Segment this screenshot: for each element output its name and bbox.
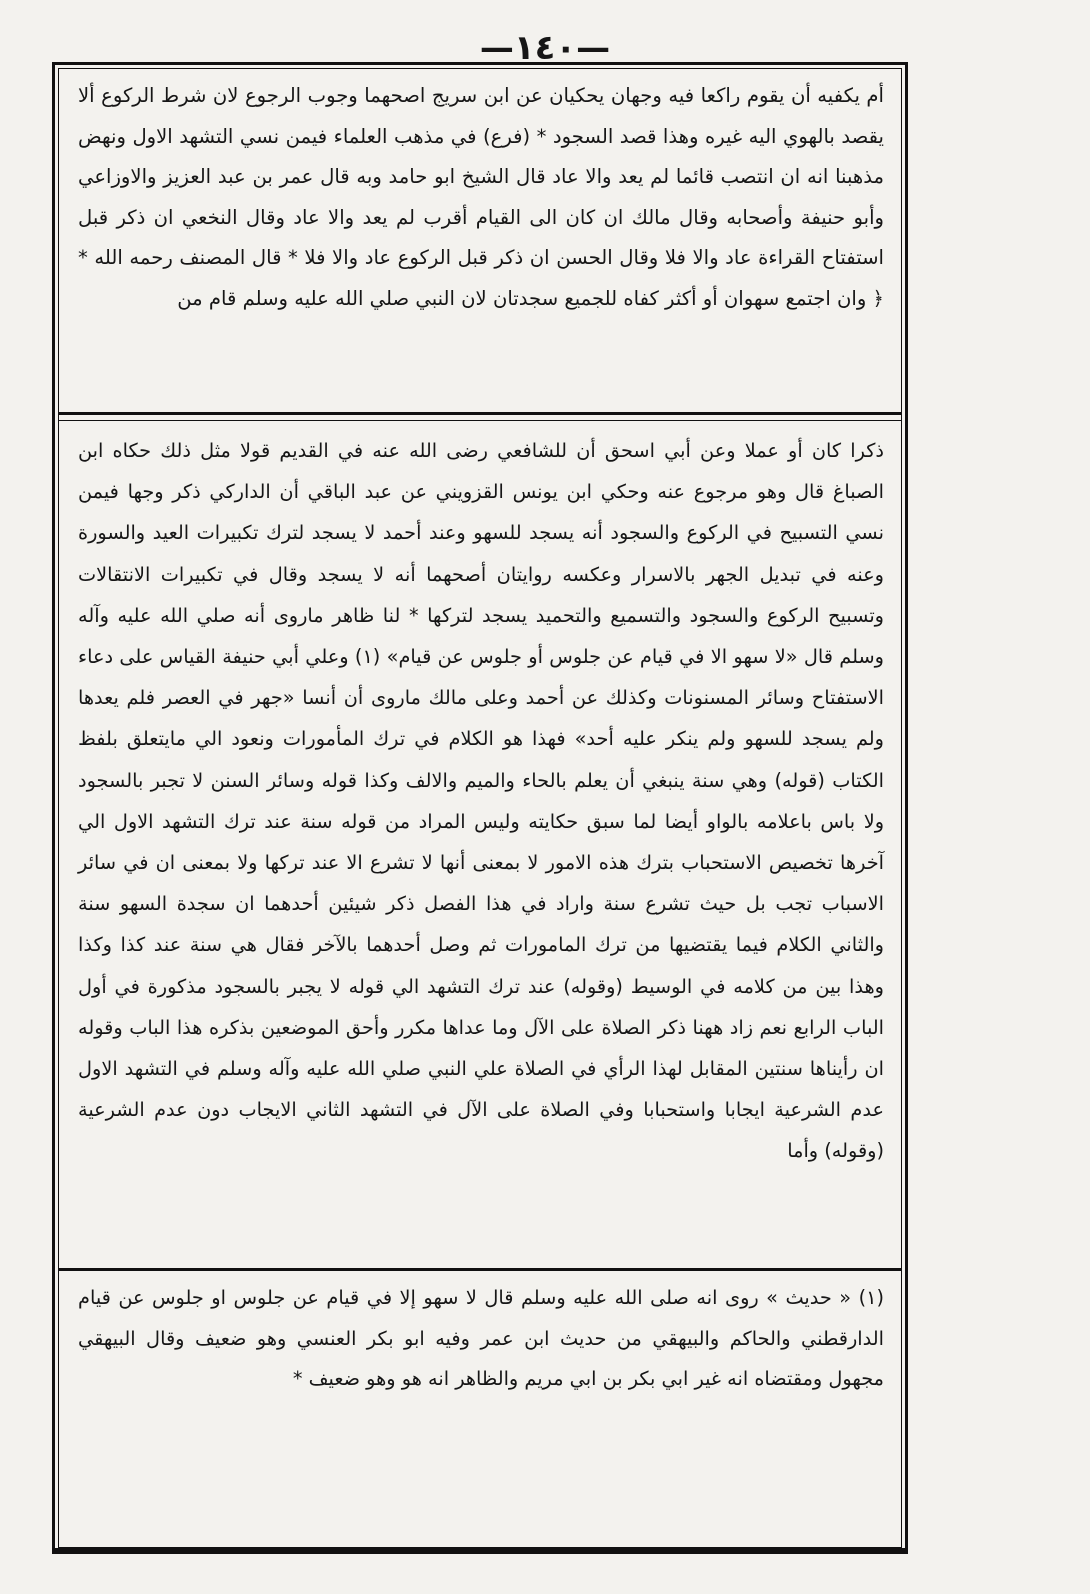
top-text-block (78, 76, 884, 319)
footnote-block (78, 1278, 884, 1400)
footnote-text: (١) « حديث » روى انه صلى الله عليه وسلم قال لا سهو إلا في قيام عن جلوس او جلوس عن قيام الدارقطني والحاكم والبيهقي من حديث ابن عمر وفيه ابو بكر العنسي وهو ضعيف وقال البيهقي مجهول ومقتضاه انه غير ابي بكر بن ابي مريم والظاهر انه هو وهو ضعيف * (78, 1286, 884, 1390)
footnote-divider (58, 1268, 902, 1271)
page-number: —١٤٠— (479, 28, 611, 68)
section-divider-top (58, 412, 902, 415)
top-text: أم يكفيه أن يقوم راكعا فيه وجهان يحكيان عن ابن سريج اصحهما وجوب الرجوع لان شرط الركوع ألا يقصد بالهوي اليه غيره وهذا قصد السجود * (فرع) في مذهب العلماء فيمن نسي التشهد الاول ونهض مذهبنا انه ان انتصب قائما لم يعد والا عاد قال الشيخ ابو حامد وبه قال عمر بن عبد العزيز والاوزاعي وأبو حنيفة وأصحابه وقال مالك ان كان الى القيام أقرب لم يعد والا عاد وقال النخعي ان ذكر قبل استفتاح القراءة عاد والا فلا وقال الحسن ان ذكر قبل الركوع عاد والا فلا * قال المصنف رحمه الله * ﴿ وان اجتمع سهوان أو أكثر كفاه للجميع سجدتان لان النبي صلي الله عليه وسلم قام من (78, 84, 884, 310)
bottom-rule (52, 1548, 908, 1553)
section-divider-top-thin (58, 420, 902, 421)
commentary-text: ذكرا كان أو عملا وعن أبي اسحق أن للشافعي رضى الله عنه في القديم قولا مثل ذلك حكاه ابن الصباغ قال وهو مرجوع عنه وحكي ابن يونس القزويني عن عبد الباقي أن الداركي ذكر وجها فيمن نسي التسبيح في الركوع والسجود أنه يسجد للسهو وعند أحمد لا يسجد لترك تكبيرات العيد والسورة وعنه في تبديل الجهر بالاسرار وعكسه روايتان أصحهما أنه لا يسجد وقال في تكبيرات الانتقالات وتسبيح الركوع والسجود والتسميع والتحميد يسجد لتركها * لنا ظاهر ماروى أنه صلي الله عليه وآله وسلم قال «لا سهو الا في قيام عن جلوس أو جلوس عن قيام» (١) وعلي أبي حنيفة القياس على دعاء الاستفتاح وسائر المسنونات وكذلك عن أحمد وعلى مالك ماروى أن أنسا «جهر في العصر فلم يعدها ولم يسجد للسهو ولم ينكر عليه أحد» فهذا هو الكلام في ترك المأمورات ونعود الي مايتعلق بلفظ الكتاب (قوله) وهي سنة ينبغي أن يعلم بالحاء والميم والالف وكذا قوله وسائر السنن لا تجبر بالسجود ولا باس باعلامه بالواو أيضا لما سبق حكايته وليس المراد من قوله سنة عند ترك التشهد الاول الي آخرها تخصيص الاستحباب بترك هذه الامور لا بمعنى أنها لا تشرع الا عند تركها ولا بمعنى ان في سائر الاسباب تجب بل حيث تشرع سنة واراد في هذا الفصل ذكر شيئين أحدهما ان سجدة السهو سنة والثاني الكلام فيما يقتضيها من ترك المامورات ثم وصل أحدهما بالآخر فقال هي سنة عند كذا وكذا وهذا بين من كلامه في الوسيط (وقوله) عند ترك التشهد الي قوله لا يجبر بالسجود مذكورة في أول الباب الرابع نعم زاد ههنا ذكر الصلاة على الآل وما عداها مكرر وأحق الموضعين بذكره هذا الباب وقوله ان رأيناها سنتين المقابل لهذا الرأي في الصلاة علي النبي صلي الله عليه وآله وسلم في التشهد الاول عدم الشرعية ايجابا واستحبابا وفي الصلاة على الآل في التشهد الثاني الايجاب دون عدم الشرعية (وقوله) وأما (78, 439, 884, 1163)
commentary-text-block (78, 430, 884, 1172)
